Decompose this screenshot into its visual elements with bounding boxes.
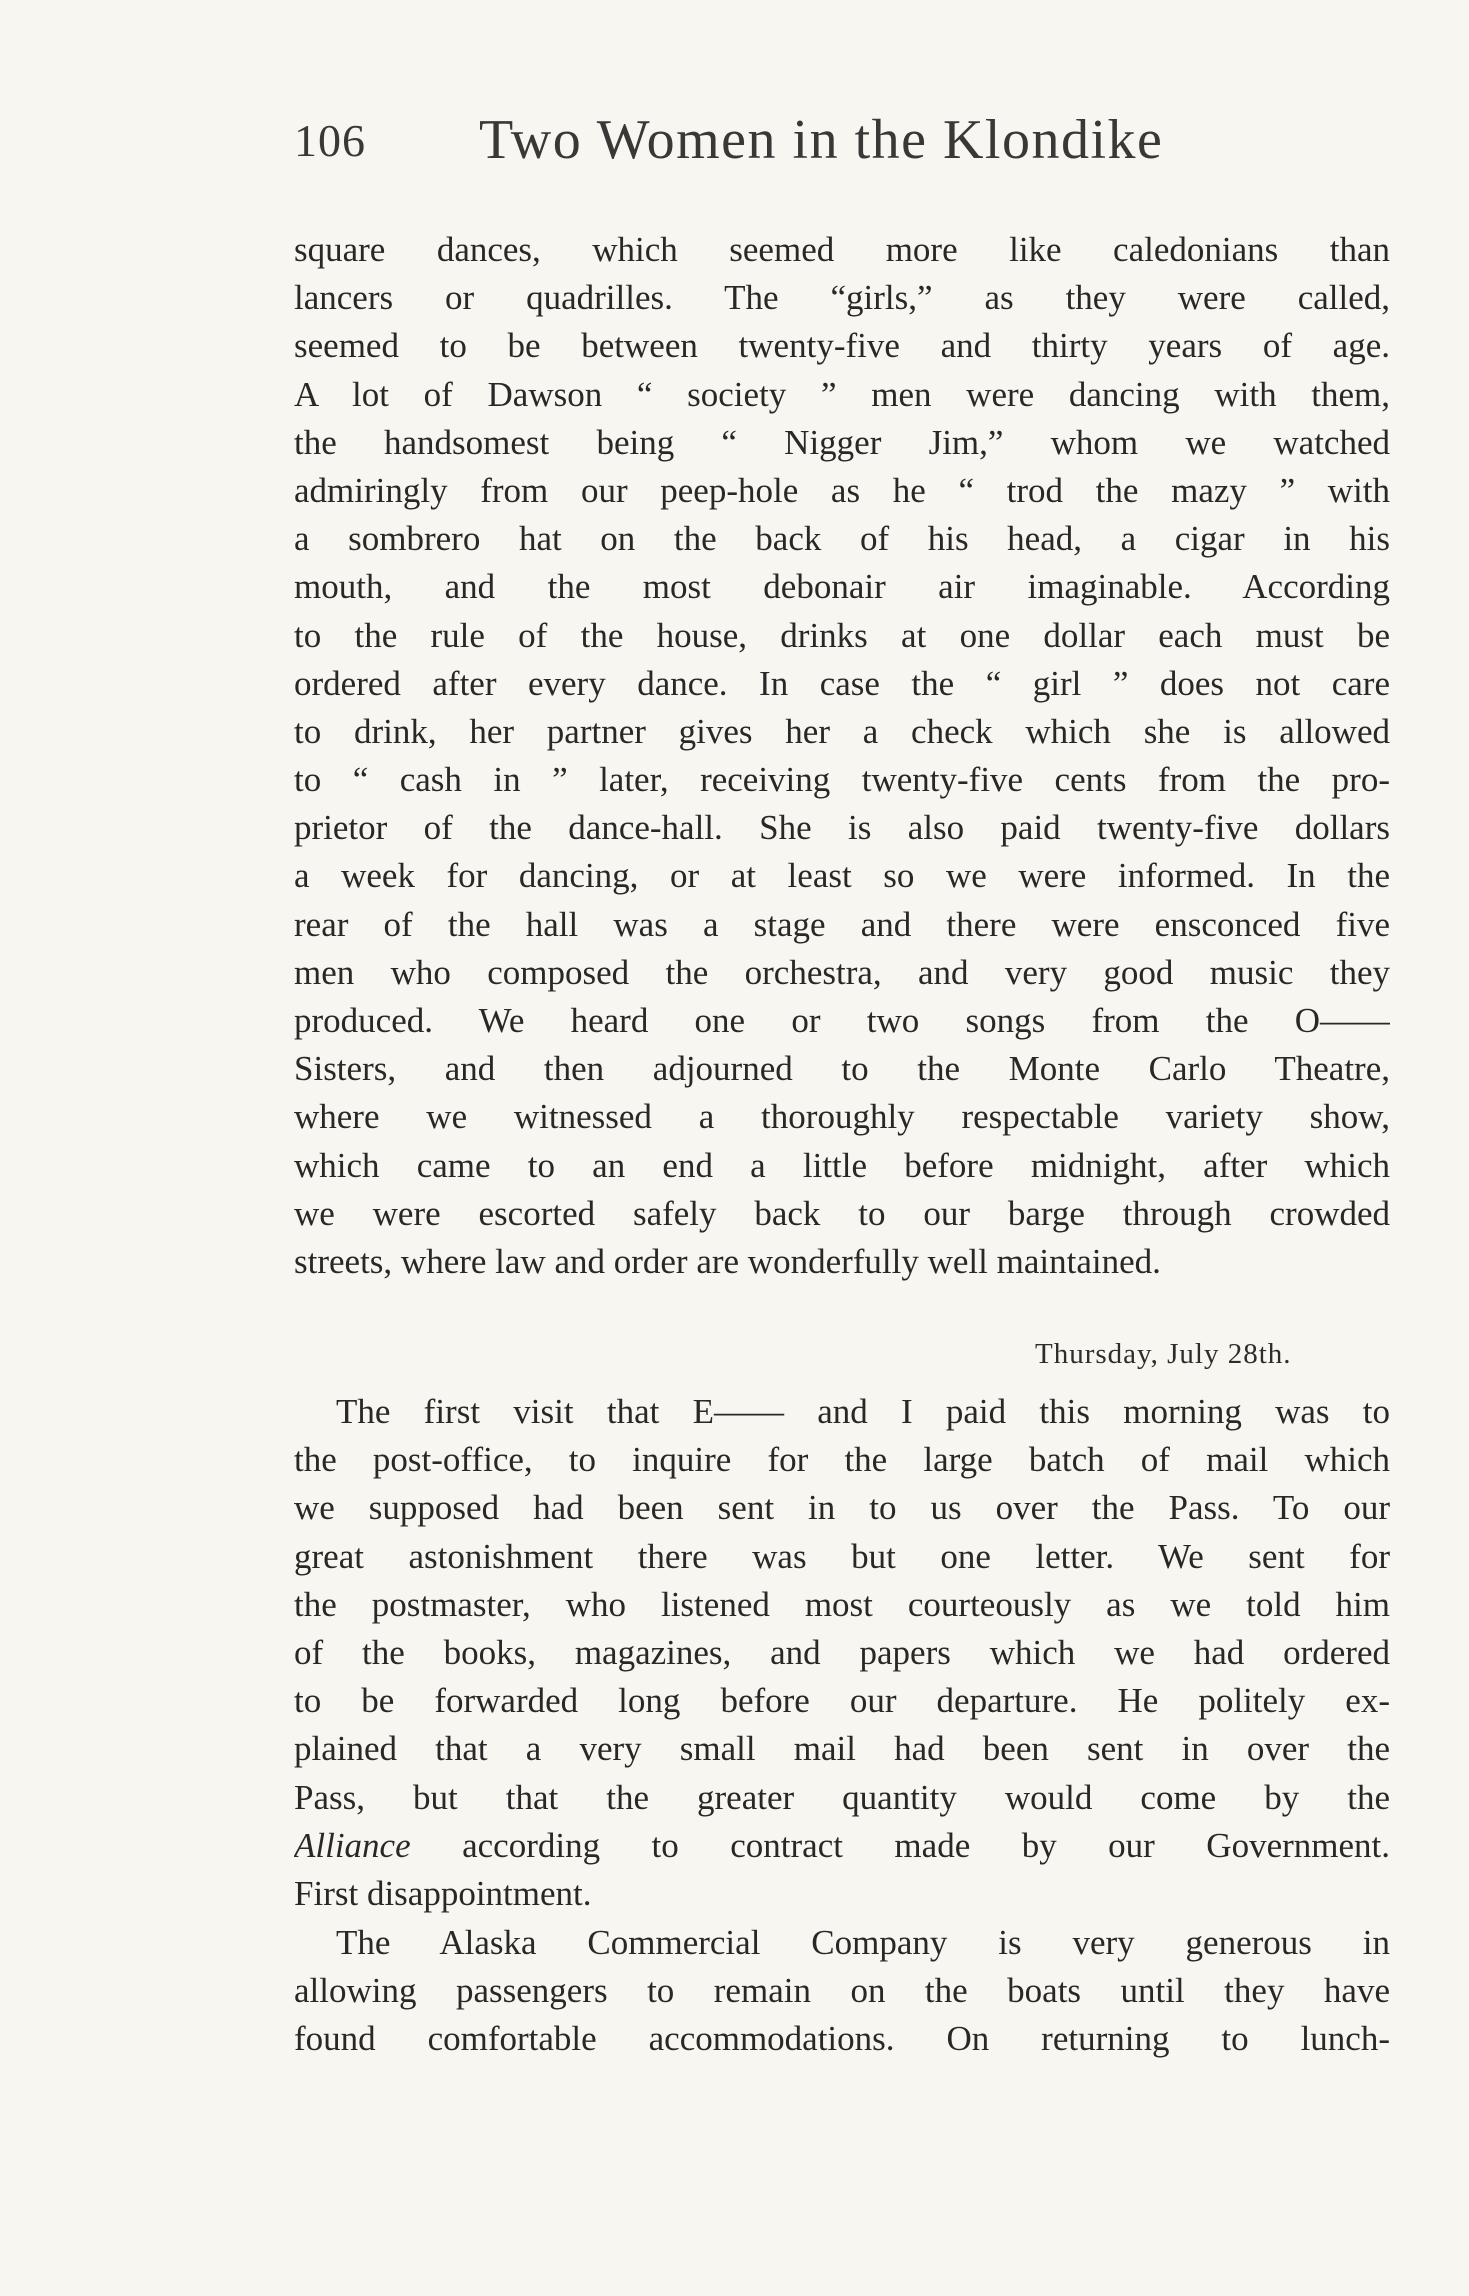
text-line: allowing passengers to remain on the boats until they have: [294, 1971, 1390, 2011]
text-line: we supposed had been sent in to us over the Pass. To our: [294, 1488, 1390, 1528]
text-line: a sombrero hat on the back of his head, a cigar in his: [294, 519, 1390, 559]
text-line: The first visit that E—— and I paid this morning was to: [336, 1392, 1390, 1431]
paragraph-3: [294, 1919, 1390, 2064]
paragraph-1: [294, 226, 1390, 1286]
text-line: mouth, and the most debonair air imaginable. According: [294, 567, 1390, 607]
text-line: of the books, magazines, and papers which we had ordered: [294, 1632, 1390, 1672]
text-line: produced. We heard one or two songs from the O——: [294, 1001, 1390, 1040]
paragraph-2: [294, 1388, 1390, 1918]
text-line: a week for dancing, or at least so we were informed. In the: [294, 856, 1390, 896]
dateline: Thursday, July 28th.: [1035, 1338, 1292, 1370]
text-line: the handsomest being “ Nigger Jim,” whom we watched: [294, 422, 1390, 462]
text-line: plained that a very small mail had been sent in over the: [294, 1729, 1390, 1769]
text-line: great astonishment there was but one letter. We sent for: [294, 1536, 1390, 1576]
text-line: which came to an end a little before midnight, after which: [294, 1145, 1390, 1185]
text-line: men who composed the orchestra, and very good music they: [294, 952, 1390, 992]
text-line: to be forwarded long before our departure. He politely ex-: [294, 1681, 1390, 1721]
text-line: A lot of Dawson “ society ” men were dancing with them,: [294, 374, 1390, 414]
italic-ship-name: Alliance: [294, 1825, 411, 1865]
text-line: square dances, which seemed more like caledonians than: [294, 230, 1390, 269]
text-line: lancers or quadrilles. The “girls,” as they were called,: [294, 278, 1390, 318]
text-line: streets, where law and order are wonderfully well maintained.: [294, 1241, 1161, 1281]
text-line: First disappointment.: [294, 1873, 592, 1913]
running-title: Two Women in the Klondike: [479, 109, 1164, 171]
text-line: [294, 1822, 1390, 1870]
text-line: to the rule of the house, drinks at one dollar each must be: [294, 615, 1390, 655]
text-line: ordered after every dance. In case the “ girl ” does not care: [294, 663, 1390, 703]
text-line: prietor of the dance-hall. She is also paid twenty-five dollars: [294, 808, 1390, 848]
text-line: to “ cash in ” later, receiving twenty-five cents from the pro-: [294, 760, 1390, 800]
text-line: seemed to be between twenty-five and thirty years of age.: [294, 326, 1390, 366]
text-line: the post-office, to inquire for the large batch of mail which: [294, 1440, 1390, 1480]
text-line: to drink, her partner gives her a check which she is allowed: [294, 711, 1390, 751]
page-number: 106: [294, 115, 366, 166]
text-line: found comfortable accommodations. On returning to lunch-: [294, 2019, 1390, 2059]
text-line: we were escorted safely back to our barge through crowded: [294, 1193, 1390, 1233]
text-line-rest: according to contract made by our Government.: [410, 1825, 1390, 1865]
text-line: Pass, but that the greater quantity would come by the: [294, 1777, 1390, 1817]
text-line: The Alaska Commercial Company is very generous in: [336, 1923, 1390, 1962]
text-line: Sisters, and then adjourned to the Monte Carlo Theatre,: [294, 1049, 1390, 1089]
text-line: where we witnessed a thoroughly respectable variety show,: [294, 1097, 1390, 1137]
text-line: admiringly from our peep-hole as he “ trod the mazy ” with: [294, 470, 1390, 510]
text-line: rear of the hall was a stage and there were ensconced five: [294, 904, 1390, 944]
page-header: [294, 108, 1394, 188]
text-line: the postmaster, who listened most courteously as we told him: [294, 1584, 1390, 1624]
